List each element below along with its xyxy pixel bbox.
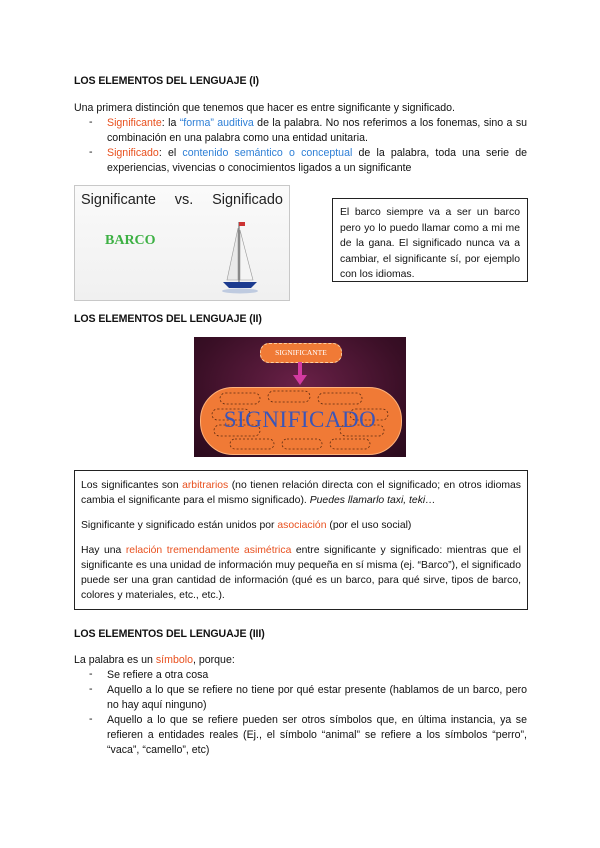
significante-vs-significado-image — [74, 185, 290, 301]
text: Los significantes son — [81, 480, 183, 491]
text: (no tienen relación directa con el significado; en otros idiomas cambia el significante para el mismo significado). — [81, 480, 521, 506]
term-relacion-asimetrica: relación tremendamente asimétrica — [125, 545, 292, 556]
list-item-significado — [107, 146, 527, 176]
list-item: Se refiere a otra cosa — [107, 669, 209, 681]
sailboat-icon — [217, 218, 263, 298]
text: : la — [161, 117, 180, 129]
section3-intro — [74, 653, 526, 668]
term-significado: Significado — [107, 147, 159, 159]
bullet-dash: - — [89, 683, 93, 695]
image-label-significante: Significante — [81, 192, 156, 208]
bullet-dash: - — [89, 146, 93, 158]
term-asociacion: asociación — [277, 520, 327, 531]
example-italic: Puedes llamarlo taxi, teki… — [309, 495, 436, 506]
list-item: Aquello a lo que se refiere no tiene por qué estar presente (hablamos de un barco, pero no hay aquí ninguno) — [107, 684, 527, 711]
section1-intro: Una primera distinción que tenemos que hacer es entre significante y significado. — [74, 102, 455, 114]
text: : el — [158, 147, 183, 159]
text: La palabra es un — [74, 654, 156, 666]
arrow-down-icon — [292, 362, 308, 386]
paragraph-asimetrica — [81, 543, 521, 603]
term-simbolo: símbolo — [155, 654, 193, 666]
section3-heading: LOS ELEMENTOS DEL LENGUAJE (III) — [74, 628, 265, 640]
text: de la palabra, toda una serie de experiencias, vivencias o conocimientos ligados a un significante — [107, 147, 527, 174]
highlight-contenido: contenido semántico o conceptual — [182, 147, 353, 159]
paragraph-asociacion — [81, 518, 521, 533]
significante-significado-diagram — [194, 337, 406, 457]
image-label-significado: Significado — [212, 192, 283, 208]
paragraph-arbitrarios — [81, 478, 521, 508]
text: Hay una — [81, 545, 126, 556]
list-item-significante — [107, 116, 527, 146]
diagram-significado-label: SIGNIFICADO — [223, 407, 377, 432]
image-label-barco: BARCO — [105, 233, 156, 248]
bullet-dash: - — [89, 116, 93, 128]
term-arbitrarios: arbitrarios — [182, 480, 229, 491]
barco-note-box: El barco siempre va a ser un barco pero yo lo puedo llamar como a mi me de la gana. El significado nunca va a cambiar, el significante sí, por ejemplo con los idiomas. — [332, 198, 528, 282]
section1-heading: LOS ELEMENTOS DEL LENGUAJE (I) — [74, 75, 259, 87]
text: Significante y significado están unidos por — [81, 520, 278, 531]
section2-heading: LOS ELEMENTOS DEL LENGUAJE (II) — [74, 313, 262, 325]
bullet-dash: - — [89, 668, 93, 680]
image-label-vs: vs. — [174, 192, 194, 208]
highlight-forma-auditiva: “forma” auditiva — [179, 117, 254, 129]
term-significante: Significante — [107, 117, 162, 129]
diagram-significante-pill: SIGNIFICANTE — [260, 343, 342, 363]
text: entre significante y significado: mientras que el significante es una unidad de información muy pequeña en sí misma (ej. “Barco”), el significado puede ser una gran cantidad de información (qué es un barco, para qué sirve, tipos de barco, colores y materiales, etc., etc.). — [81, 545, 521, 601]
bullet-dash: - — [89, 713, 93, 725]
text: de la palabra. No nos referimos a los fonemas, sino a su combinación en una palabra como una entidad unitaria. — [107, 117, 528, 144]
text: (por el uso social) — [326, 520, 412, 531]
list-item: Aquello a lo que se refiere pueden ser otros símbolos que, en última instancia, ya se refieren a entidades reales (Ej., el símbolo “animal” se refiere a los símbolos “perro”, “vaca”, “camello”, etc) — [107, 714, 527, 756]
text: , porque: — [192, 654, 235, 666]
significantes-info-box — [74, 470, 528, 610]
